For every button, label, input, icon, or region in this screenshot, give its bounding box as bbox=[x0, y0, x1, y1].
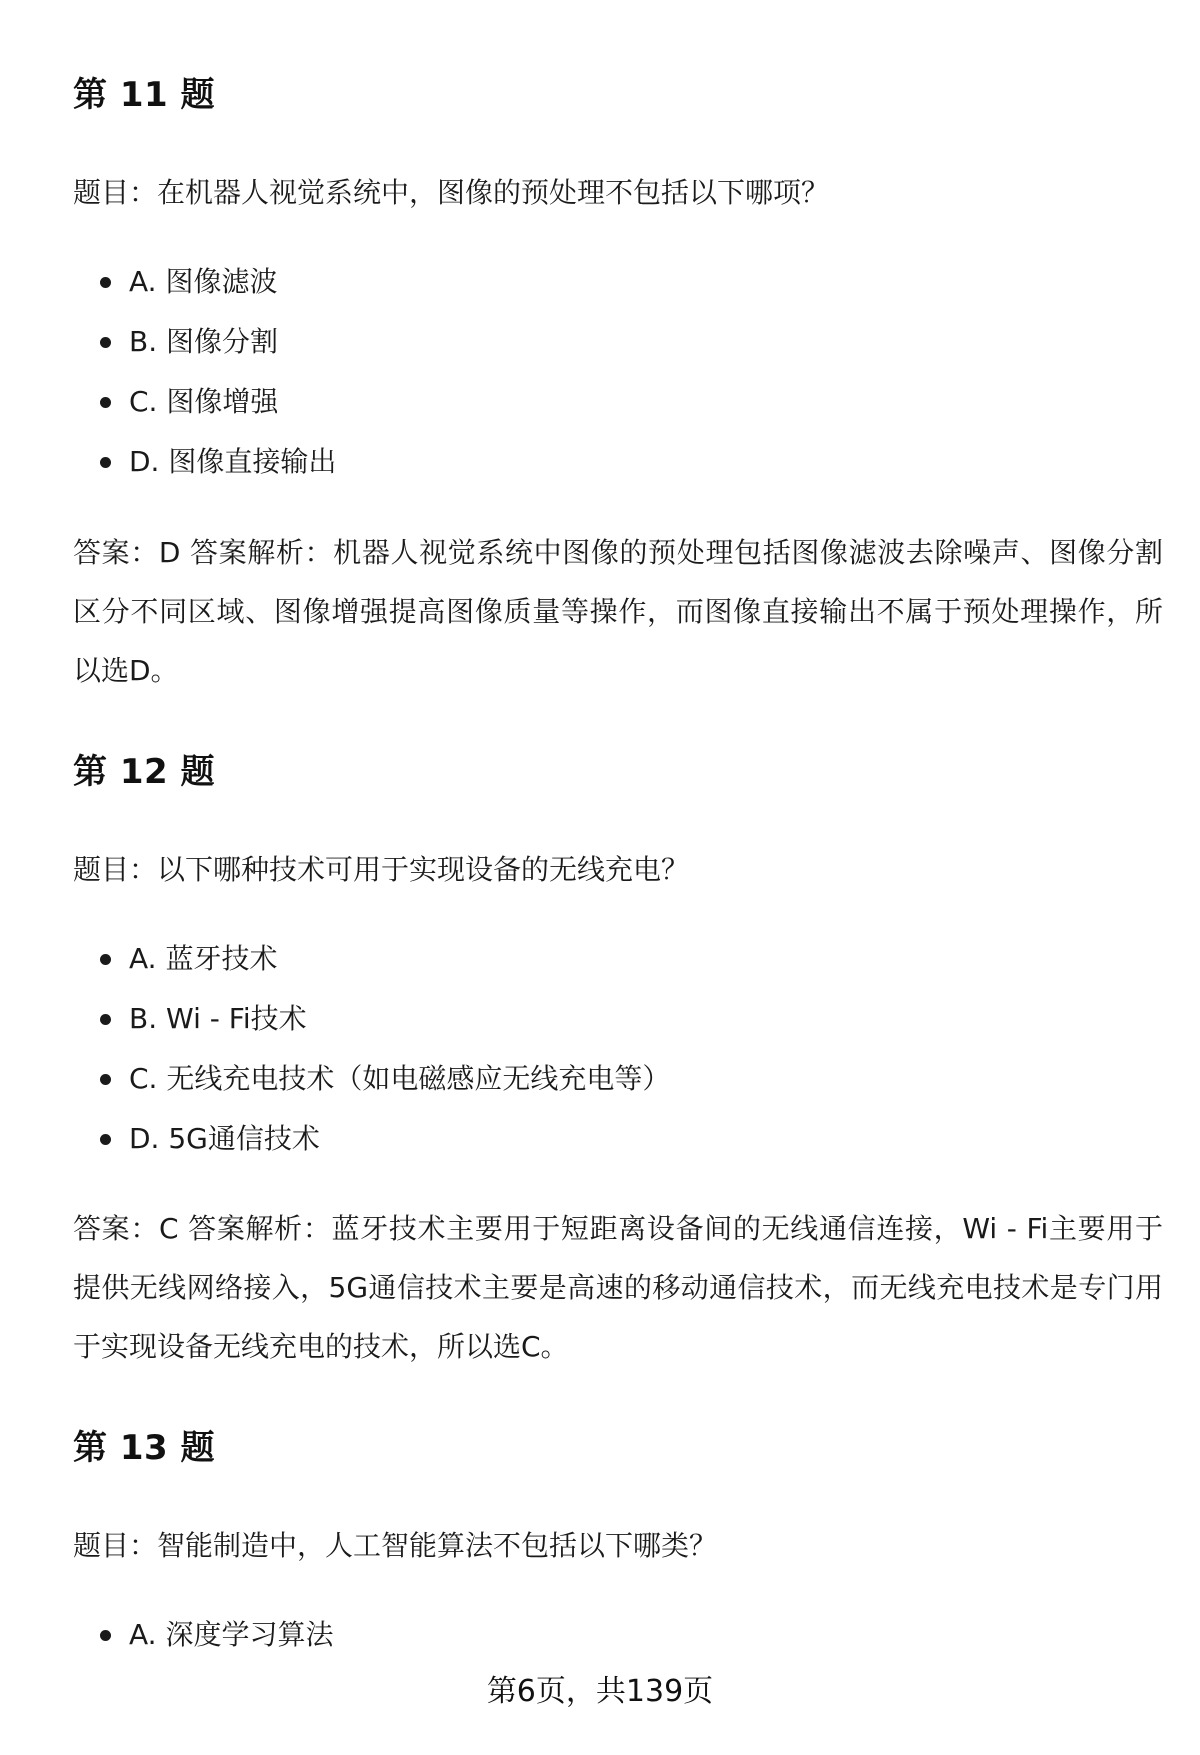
option-text: C. 图像增强 bbox=[129, 385, 279, 418]
bullet-icon bbox=[100, 1074, 111, 1085]
option-text: C. 无线充电技术（如电磁感应无线充电等） bbox=[129, 1062, 671, 1095]
question-stem: 题目：在机器人视觉系统中，图像的预处理不包括以下哪项？ bbox=[73, 176, 830, 209]
option-item bbox=[73, 1119, 1163, 1179]
bullet-icon bbox=[100, 337, 111, 348]
bullet-icon bbox=[100, 1630, 111, 1641]
bullet-icon bbox=[100, 1134, 111, 1145]
question-heading: 第 12 题 bbox=[73, 752, 215, 792]
option-text: B. 图像分割 bbox=[129, 325, 279, 358]
bullet-icon bbox=[100, 277, 111, 288]
question-stem: 题目：以下哪种技术可用于实现设备的无线充电？ bbox=[73, 853, 690, 886]
option-list bbox=[73, 1615, 1163, 1675]
option-text: A. 深度学习算法 bbox=[129, 1618, 334, 1651]
option-text: B. Wi - Fi技术 bbox=[129, 1002, 307, 1035]
question-heading: 第 13 题 bbox=[73, 1428, 215, 1468]
question-heading: 第 11 题 bbox=[73, 75, 215, 115]
bullet-icon bbox=[100, 397, 111, 408]
option-text: D. 5G通信技术 bbox=[129, 1122, 320, 1155]
question-stem: 题目：智能制造中，人工智能算法不包括以下哪类？ bbox=[73, 1529, 718, 1562]
option-item bbox=[73, 322, 1163, 382]
answer-explanation: 答案：C 答案解析：蓝牙技术主要用于短距离设备间的无线通信连接，Wi - Fi主要用于提供无线网络接入，5G通信技术主要是高速的移动通信技术，而无线充电技术是专门用于实现设备无线充电的技术，所以选C。 bbox=[73, 1212, 1163, 1363]
bullet-icon bbox=[100, 1014, 111, 1025]
bullet-icon bbox=[100, 954, 111, 965]
option-item bbox=[73, 939, 1163, 999]
option-item bbox=[73, 1615, 1163, 1675]
option-item bbox=[73, 382, 1163, 442]
option-list bbox=[73, 939, 1163, 1179]
answer-explanation: 答案：D 答案解析：机器人视觉系统中图像的预处理包括图像滤波去除噪声、图像分割区分不同区域、图像增强提高图像质量等操作，而图像直接输出不属于预处理操作，所以选D。 bbox=[73, 536, 1163, 687]
bullet-icon bbox=[100, 457, 111, 468]
option-item bbox=[73, 262, 1163, 322]
option-text: A. 蓝牙技术 bbox=[129, 942, 278, 975]
option-text: A. 图像滤波 bbox=[129, 265, 278, 298]
option-item bbox=[73, 1059, 1163, 1119]
option-list bbox=[73, 262, 1163, 502]
option-item bbox=[73, 442, 1163, 502]
option-text: D. 图像直接输出 bbox=[129, 445, 337, 478]
page-number-footer: 第6页，共139页 bbox=[486, 1674, 714, 1709]
option-item bbox=[73, 999, 1163, 1059]
